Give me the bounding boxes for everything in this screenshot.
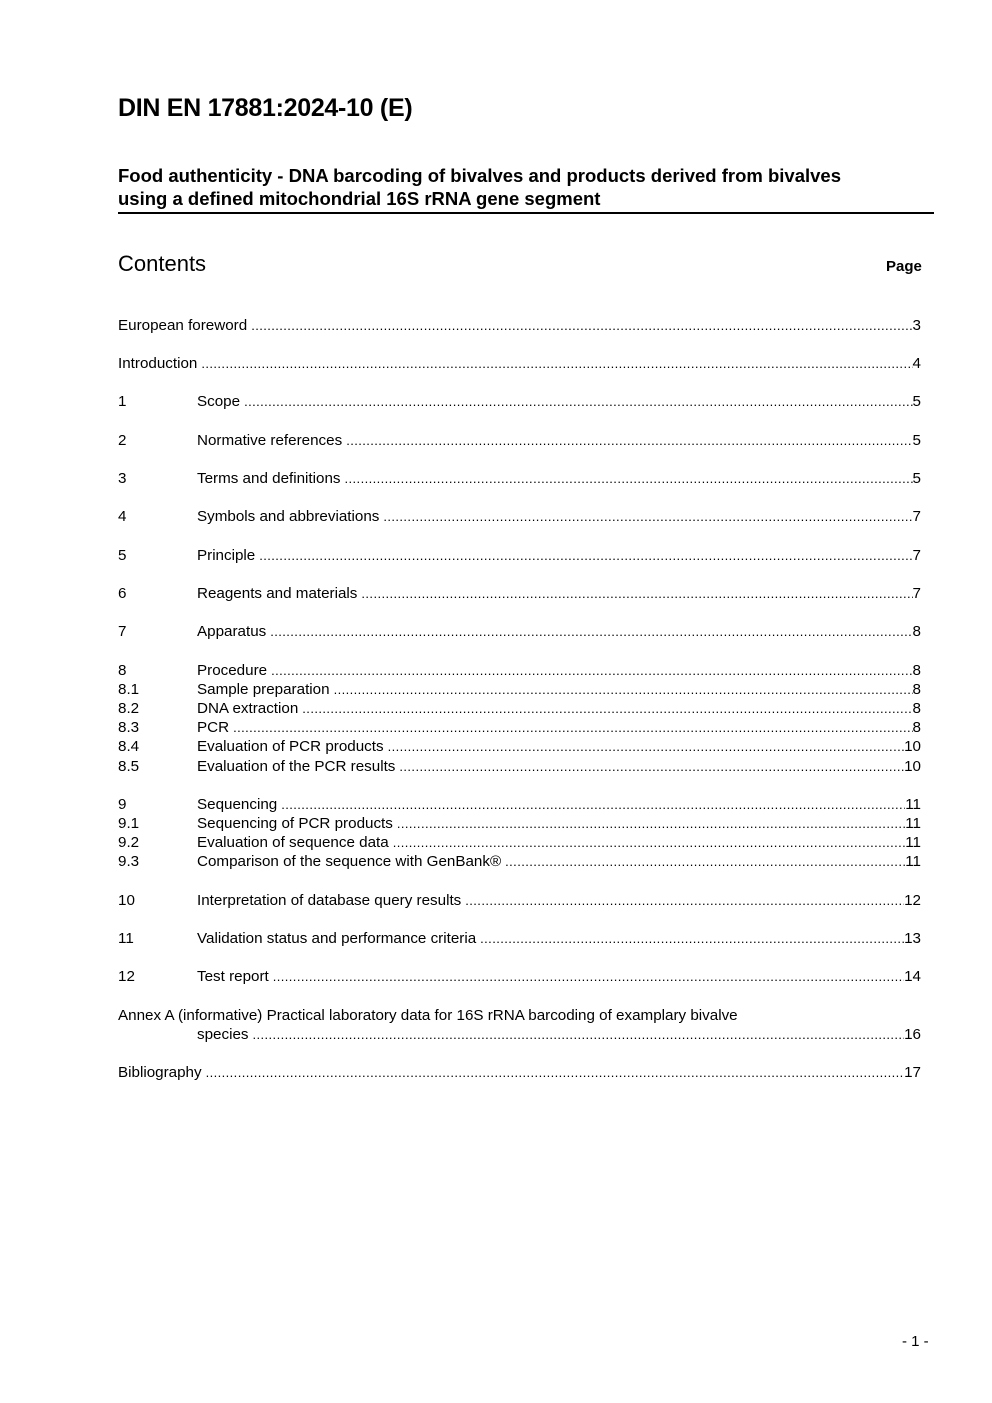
toc-entry-number: 7 (118, 623, 127, 640)
toc-entry[interactable] (118, 584, 921, 603)
toc-entry[interactable] (118, 354, 921, 373)
toc-entry-page: 8 (912, 681, 921, 698)
toc-leader-dots (270, 622, 912, 641)
toc-entry-number: 12 (118, 968, 135, 985)
toc-leader-dots (399, 757, 904, 776)
toc-leader-dots (233, 718, 912, 737)
toc-entry[interactable] (118, 699, 921, 718)
toc-leader-dots (271, 661, 912, 680)
toc-entry-number: 6 (118, 585, 127, 602)
toc-entry-number: 2 (118, 432, 127, 449)
toc-entry-title: European foreword (118, 317, 248, 334)
toc-entry-page: 5 (912, 470, 921, 487)
toc-entry-title: Sequencing (197, 796, 278, 813)
toc-entry-page: 11 (905, 815, 921, 832)
toc-leader-dots (345, 469, 913, 488)
toc-entry-page: 7 (912, 547, 921, 564)
document-title-line-1: Food authenticity - DNA barcoding of bivalves and products derived from bivalves (118, 165, 841, 186)
toc-entry-title: Normative references (197, 432, 343, 449)
toc-leader-dots (346, 431, 912, 450)
toc-entry-title: Apparatus (197, 623, 267, 640)
toc-entry-title: Interpretation of database query results (197, 892, 462, 909)
toc-entry-page: 8 (912, 719, 921, 736)
toc-entry-title: Scope (197, 393, 241, 410)
toc-leader-dots (244, 392, 912, 411)
toc-entry[interactable] (118, 833, 921, 852)
toc-entry-number: 5 (118, 547, 127, 564)
toc-leader-dots (302, 699, 912, 718)
toc-leader-dots (206, 1063, 905, 1082)
toc-entry-page: 12 (904, 892, 921, 909)
page-number: - 1 - (902, 1333, 929, 1350)
toc-entry-number: 11 (118, 930, 134, 947)
toc-entry[interactable] (118, 1006, 921, 1025)
toc-entry-page: 11 (905, 834, 921, 851)
toc-entry-number: 8.1 (118, 681, 140, 698)
toc-entry-page: 7 (912, 585, 921, 602)
toc-entry-page: 8 (912, 700, 921, 717)
toc-leader-dots (334, 680, 913, 699)
toc-entry-title: Terms and definitions (197, 470, 341, 487)
toc-entry[interactable] (118, 891, 921, 910)
toc-entry-number: 8.2 (118, 700, 140, 717)
toc-entry-page: 8 (912, 623, 921, 640)
toc-entry-number: 9.1 (118, 815, 140, 832)
toc-entry[interactable] (118, 814, 921, 833)
toc-entry-page: 5 (912, 393, 921, 410)
toc-leader-dots (388, 737, 905, 756)
toc-entry-page: 14 (904, 968, 921, 985)
toc-entry[interactable] (118, 757, 921, 776)
toc-entry-page: 3 (912, 317, 921, 334)
toc-leader-dots (465, 891, 904, 910)
toc-leader-dots (273, 967, 904, 986)
toc-entry[interactable] (118, 622, 921, 641)
toc-entry-title: Evaluation of PCR products (197, 738, 384, 755)
toc-entry-number: 9 (118, 796, 127, 813)
toc-entry-page: 11 (905, 853, 921, 870)
toc-entry[interactable] (118, 546, 921, 565)
toc-entry-title: Bibliography (118, 1064, 202, 1081)
toc-entry-page: 16 (904, 1026, 921, 1043)
toc-entry-title: Validation status and performance criteria (197, 930, 477, 947)
toc-entry-page: 5 (912, 432, 921, 449)
toc-entry-title: PCR (197, 719, 230, 736)
toc-entry[interactable] (118, 852, 921, 871)
toc-entry-number: 1 (118, 393, 127, 410)
toc-entry-title: Comparison of the sequence with GenBank® (197, 853, 502, 870)
toc-entry-title: Evaluation of sequence data (197, 834, 389, 851)
toc-leader-dots (393, 833, 906, 852)
toc-entry-page: 10 (904, 738, 921, 755)
toc-entry[interactable] (118, 431, 921, 450)
toc-entry-number: 8 (118, 662, 127, 679)
toc-entry-page: 11 (905, 796, 921, 813)
toc-leader-dots (361, 584, 912, 603)
toc-entry-number: 3 (118, 470, 127, 487)
toc-entry-title: Test report (197, 968, 269, 985)
toc-leader-dots (505, 852, 905, 871)
toc-leader-dots (251, 316, 912, 335)
toc-entry-title: Introduction (118, 355, 198, 372)
toc-leader-dots (253, 1025, 905, 1044)
toc-entry[interactable] (118, 392, 921, 411)
toc-entry-title: Sample preparation (197, 681, 330, 698)
toc-entry-number: 4 (118, 508, 127, 525)
toc-entry-number: 8.4 (118, 738, 140, 755)
toc-entry-title: Procedure (197, 662, 268, 679)
toc-leader-dots (397, 814, 905, 833)
toc-entry[interactable] (118, 718, 921, 737)
document-title (118, 164, 934, 214)
toc-entry-page: 10 (904, 758, 921, 775)
toc-entry-continuation[interactable] (118, 1025, 921, 1044)
toc-entry[interactable] (118, 1063, 921, 1082)
toc-entry-page: 4 (912, 355, 921, 372)
toc-entry-page: 7 (912, 508, 921, 525)
toc-entry[interactable] (118, 795, 921, 814)
toc-entry-number: 9.3 (118, 853, 140, 870)
toc-entry[interactable] (118, 316, 921, 335)
document-id: DIN EN 17881:2024-10 (E) (118, 94, 413, 122)
toc-leader-dots (383, 507, 912, 526)
toc-entry-page: 17 (904, 1064, 921, 1081)
toc-entry-title: Reagents and materials (197, 585, 358, 602)
toc-entry-number: 8.3 (118, 719, 140, 736)
toc-entry-title: Sequencing of PCR products (197, 815, 393, 832)
toc-entry-number: 9.2 (118, 834, 140, 851)
toc-entry[interactable] (118, 507, 921, 526)
toc-entry-title: DNA extraction (197, 700, 299, 717)
toc-entry-title-continued: species (197, 1026, 249, 1043)
toc-entry-page: 13 (904, 930, 921, 947)
toc-entry-title: Principle (197, 547, 256, 564)
document-title-line-2: using a defined mitochondrial 16S rRNA gene segment (118, 188, 601, 209)
contents-heading: Contents (118, 251, 207, 276)
toc-entry[interactable] (118, 967, 921, 986)
toc-entry-title: Evaluation of the PCR results (197, 758, 396, 775)
toc-entry[interactable] (118, 469, 921, 488)
page-column-heading: Page (886, 258, 922, 275)
toc-leader-dots (480, 929, 904, 948)
toc-entry-title: Symbols and abbreviations (197, 508, 380, 525)
toc-entry[interactable] (118, 929, 921, 948)
toc-entry-title: Annex A (informative) Practical laboratory data for 16S rRNA barcoding of examplary bivalve (118, 1007, 738, 1024)
toc-entry-page: 8 (912, 662, 921, 679)
toc-entry[interactable] (118, 661, 921, 680)
toc-leader-dots (281, 795, 905, 814)
toc-leader-dots (259, 546, 912, 565)
toc-entry-number: 10 (118, 892, 135, 909)
toc-entry[interactable] (118, 680, 921, 699)
toc-entry[interactable] (118, 737, 921, 756)
toc-entry-number: 8.5 (118, 758, 140, 775)
toc-leader-dots (201, 354, 912, 373)
